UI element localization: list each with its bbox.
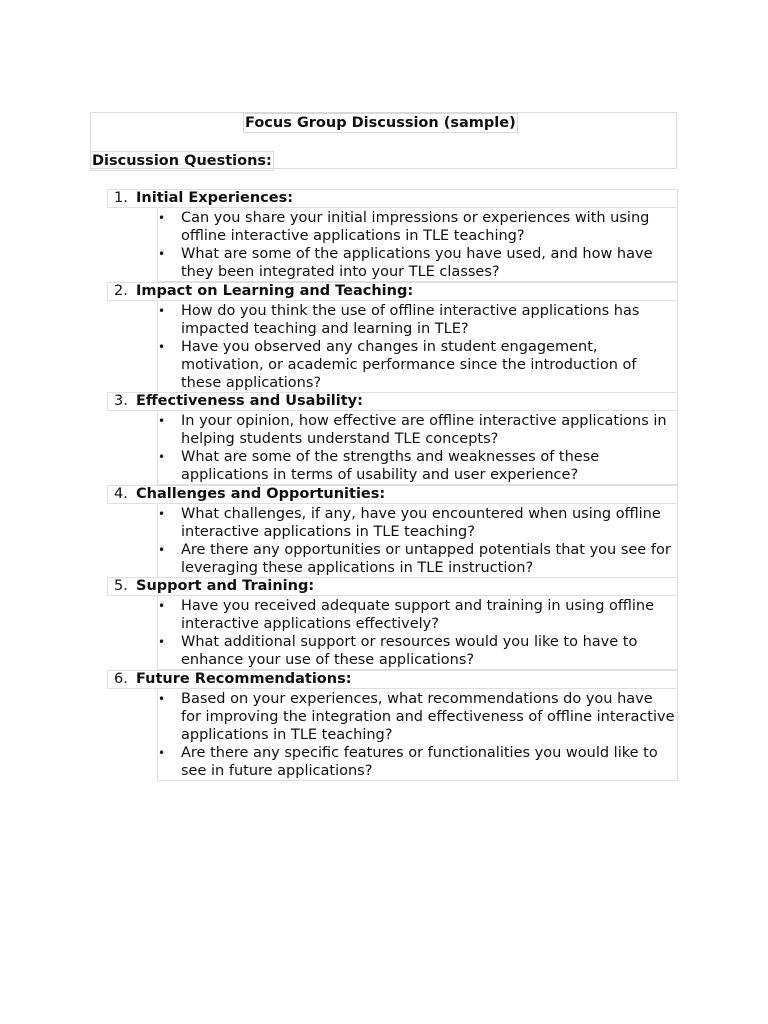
list-item <box>158 209 677 245</box>
section-title: Support and Training: <box>136 578 315 594</box>
section-number: 3. <box>114 393 128 409</box>
list-item-text: What are some of the strengths and weaknesses of these applications in terms of usability and user experience? <box>181 449 600 483</box>
question-section-3 <box>107 392 678 485</box>
section-heading <box>107 282 678 301</box>
list-item-text: How do you think the use of offline interactive applications has impacted teaching and learning in TLE? <box>181 303 640 337</box>
bullet-icon: • <box>158 599 166 613</box>
list-item <box>158 448 677 484</box>
list-item-text: Are there any opportunities or untapped potentials that you see for leveraging these applications in TLE instruction? <box>181 542 671 576</box>
list-item <box>158 302 677 338</box>
section-number: 4. <box>114 486 128 502</box>
bullet-icon: • <box>158 746 166 760</box>
bullet-icon: • <box>158 543 166 557</box>
question-section-2 <box>107 282 678 393</box>
list-item <box>158 541 677 577</box>
list-item-text: What additional support or resources would you like to have to enhance your use of these applications? <box>181 634 638 668</box>
question-section-4 <box>107 485 678 578</box>
section-title: Initial Experiences: <box>136 190 294 206</box>
bullet-icon: • <box>158 304 166 318</box>
bullet-list <box>157 411 678 485</box>
section-heading <box>107 392 678 411</box>
bullet-list <box>157 689 678 781</box>
section-number: 5. <box>114 578 128 594</box>
section-number: 6. <box>114 671 128 687</box>
list-item <box>158 690 677 744</box>
section-heading <box>107 189 678 208</box>
question-section-6 <box>107 670 678 781</box>
bullet-icon: • <box>158 507 166 521</box>
bullet-list <box>157 301 678 393</box>
section-title: Effectiveness and Usability: <box>136 393 363 409</box>
bullet-icon: • <box>158 450 166 464</box>
bullet-icon: • <box>158 211 166 225</box>
list-item-text: Based on your experiences, what recommendations do you have for improving the integration and effectiveness of offline interactive applications in TLE teaching? <box>181 691 675 743</box>
list-item-text: Are there any specific features or functionalities you would like to see in future applications? <box>181 745 658 779</box>
discussion-questions-label: Discussion Questions: <box>92 153 272 169</box>
list-item <box>158 633 677 669</box>
list-item <box>158 338 677 392</box>
bullet-icon: • <box>158 635 166 649</box>
list-item-text: Can you share your initial impressions or experiences with using offline interactive applications in TLE teaching? <box>181 210 650 244</box>
list-item-text: In your opinion, how effective are offline interactive applications in helping students understand TLE concepts? <box>181 413 667 447</box>
bullet-list <box>157 504 678 578</box>
section-number: 1. <box>114 190 128 206</box>
section-heading <box>107 577 678 596</box>
list-item <box>158 412 677 448</box>
list-item <box>158 744 677 780</box>
list-item <box>158 505 677 541</box>
bullet-icon: • <box>158 692 166 706</box>
document-title: Focus Group Discussion (sample) <box>245 115 516 131</box>
section-title: Future Recommendations: <box>136 671 352 687</box>
list-item-text: What challenges, if any, have you encountered when using offline interactive applications in TLE teaching? <box>181 506 661 540</box>
section-number: 2. <box>114 283 128 299</box>
question-section-5 <box>107 577 678 670</box>
list-item <box>158 245 677 281</box>
list-item-text: Have you received adequate support and training in using offline interactive applications effectively? <box>181 598 655 632</box>
list-item <box>158 597 677 633</box>
list-item-text: What are some of the applications you have used, and how have they been integrated into your TLE classes? <box>181 246 653 280</box>
section-heading <box>107 670 678 689</box>
section-heading <box>107 485 678 504</box>
bullet-icon: • <box>158 340 166 354</box>
section-title: Challenges and Opportunities: <box>136 486 386 502</box>
bullet-icon: • <box>158 247 166 261</box>
question-section-1 <box>107 189 678 282</box>
section-title: Impact on Learning and Teaching: <box>136 283 414 299</box>
bullet-list <box>157 208 678 282</box>
bullet-icon: • <box>158 414 166 428</box>
list-item-text: Have you observed any changes in student engagement, motivation, or academic performance since the introduction of these applications? <box>181 339 637 391</box>
bullet-list <box>157 596 678 670</box>
